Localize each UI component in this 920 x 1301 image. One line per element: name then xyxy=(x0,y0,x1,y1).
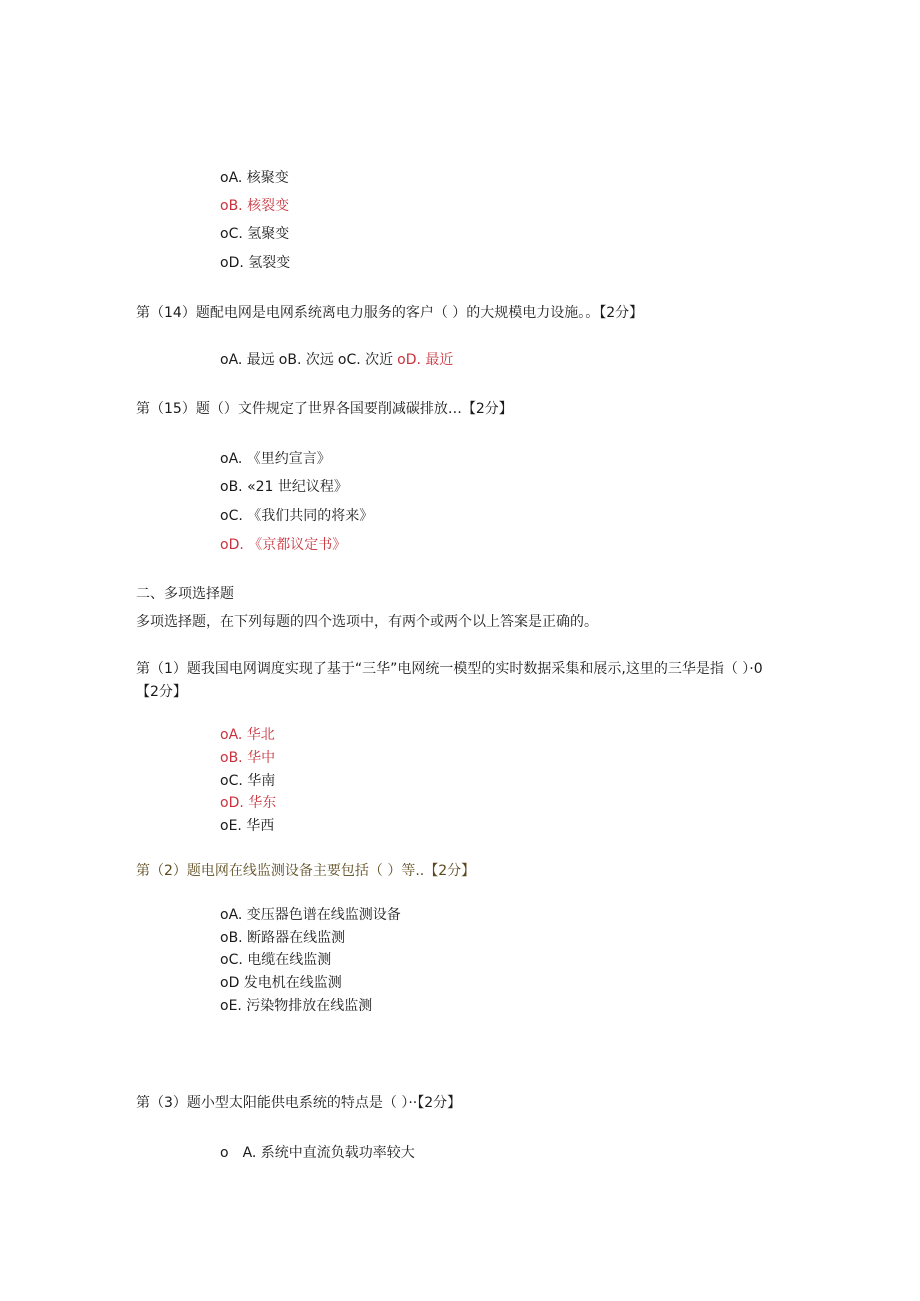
q13-option-b[interactable]: oB. 核裂变 xyxy=(220,198,290,214)
q15-title: 第（15）题（）文件规定了世界各国要削减碳排放…【2分】 xyxy=(136,401,513,417)
m2-option-a[interactable]: oA. 变压器色谱在线监测设备 xyxy=(220,907,401,923)
section2-instruction: 多项选择题，在下列每题的四个选项中，有两个或两个以上答案是正确的。 xyxy=(136,614,598,630)
m1-option-b[interactable]: oB. 华中 xyxy=(220,750,276,766)
q14-options-row xyxy=(220,350,453,370)
m1-option-c[interactable]: oC. 华南 xyxy=(220,773,276,789)
q14-option-b[interactable]: oB. 次远 xyxy=(278,352,334,368)
m1-option-d[interactable]: oD. 华东 xyxy=(220,795,277,811)
m3-option-a[interactable]: o A. 系统中直流负载功率较大 xyxy=(220,1145,415,1161)
m1-title-line1: 第（1）题我国电网调度实现了基于“三华”电网统一模型的实时数据采集和展示,这里的三华是指（ ）·0 xyxy=(136,661,763,677)
m1-title-line2: 【2分】 xyxy=(136,684,187,700)
m3-title: 第（3）题小型太阳能供电系统的特点是（ ）··【2分】 xyxy=(136,1095,462,1111)
q14-title: 第（14）题配电网是电网系统离电力服务的客户（ ）的大规模电力设施。。【2分】 xyxy=(136,305,644,321)
q15-option-d[interactable]: oD. 《京都议定书》 xyxy=(220,537,347,553)
q15-option-b[interactable]: oB. «21 世纪议程》 xyxy=(220,479,348,495)
m2-option-d[interactable]: oD 发电机在线监测 xyxy=(220,975,342,991)
q15-option-c[interactable]: oC. 《我们共同的将来》 xyxy=(220,508,374,524)
q13-option-c[interactable]: oC. 氢聚变 xyxy=(220,226,290,242)
q14-option-c[interactable]: oC. 次近 xyxy=(337,352,394,368)
q14-option-d[interactable]: oD. 最近 xyxy=(397,352,454,368)
m1-option-e[interactable]: oE. 华西 xyxy=(220,818,275,834)
m2-title: 第（2）题电网在线监测设备主要包括（ ）等..【2分】 xyxy=(136,863,476,879)
m2-option-c[interactable]: oC. 电缆在线监测 xyxy=(220,952,332,968)
section2-heading: 二、多项选择题 xyxy=(136,586,234,602)
q13-option-a[interactable]: oA. 核聚变 xyxy=(220,170,289,186)
q14-option-a[interactable]: oA. 最远 xyxy=(220,352,275,368)
q15-option-a[interactable]: oA. 《里约宣言》 xyxy=(220,451,331,467)
m1-option-a[interactable]: oA. 华北 xyxy=(220,727,275,743)
m2-option-e[interactable]: oE. 污染物排放在线监测 xyxy=(220,998,373,1014)
m2-option-b[interactable]: oB. 断路器在线监测 xyxy=(220,930,346,946)
q13-option-d[interactable]: oD. 氢裂变 xyxy=(220,255,291,271)
